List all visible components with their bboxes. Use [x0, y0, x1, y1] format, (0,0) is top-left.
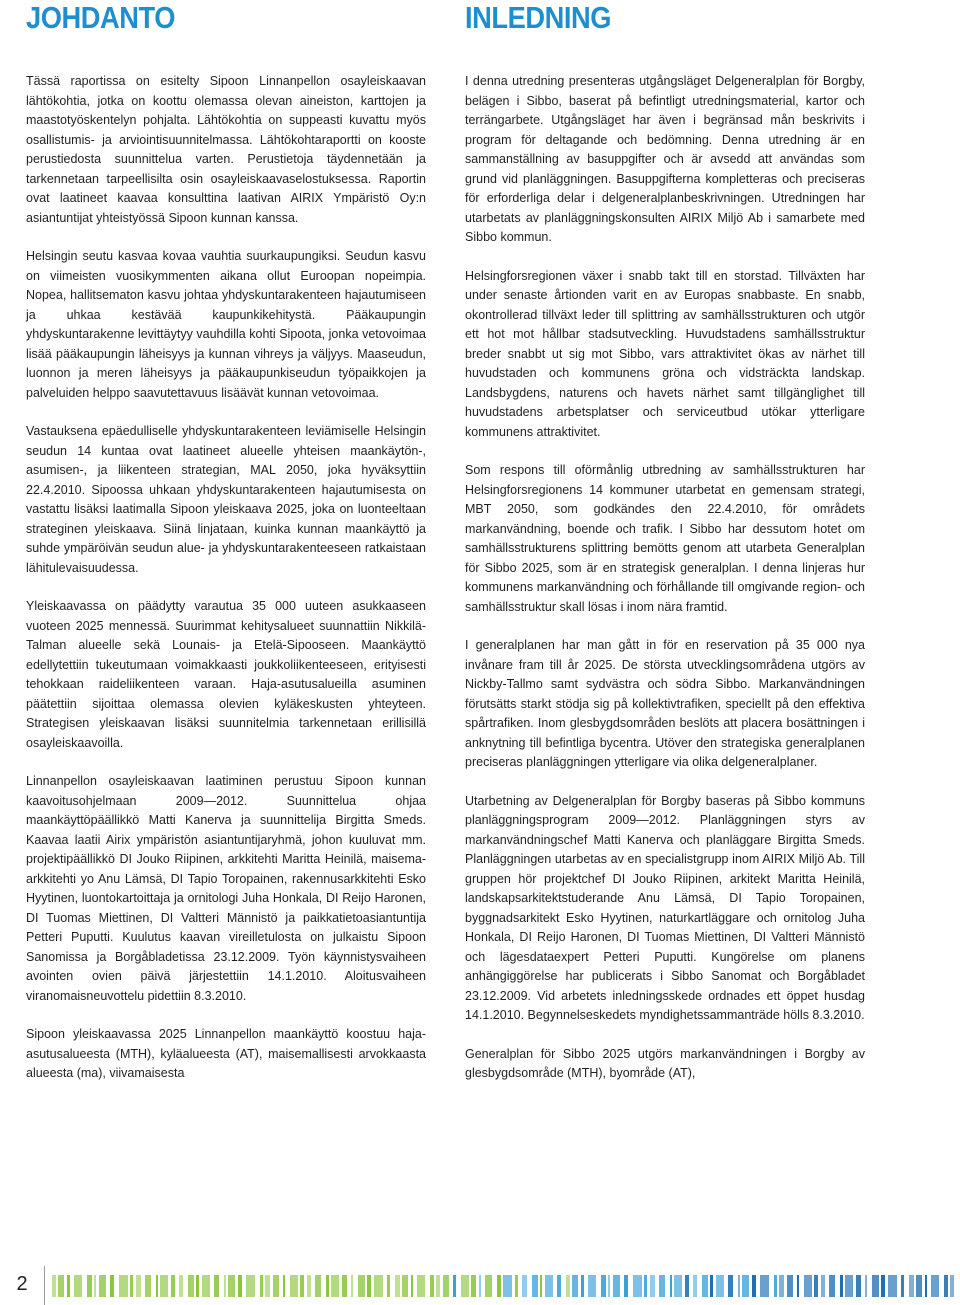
footer-stripe: [52, 1275, 56, 1297]
footer-stripe: [601, 1275, 606, 1297]
footer-stripe: [238, 1275, 242, 1297]
footer-stripe: [829, 1275, 835, 1297]
paragraph-fi-2: Helsingin seutu kasvaa kovaa vauhtia suurkaupungiksi. Seudun kasvu on viimeisten vuosikymmenten aikana ollut Euroopan nopeimpia. Nopea, hallitsematon kasvu johtaa yhdyskuntarakenteen hajautumiseen ja uhkaa kestävää kaupunkikehitystä. Pääkaupungin yhdyskuntarakenne levittäytyy vauhdilla kohti Sipoota, jonka vetovoimaa lisää pääkaupungin läheisyys ja kunnan vihreys ja väljyys. Maaseudun, luonnon ja meren läheisyys ja pääkaupunkiseudun työpaikkojen ja palveluiden helppo saavutettavuus lisäävät kunnan vetovoimaa.: [26, 249, 426, 400]
footer-stripe: [453, 1275, 456, 1297]
footer-stripe: [925, 1275, 927, 1297]
footer-stripe: [814, 1275, 818, 1297]
footer-stripe: [881, 1275, 885, 1297]
footer-stripe: [572, 1275, 578, 1297]
footer-stripe: [821, 1275, 825, 1297]
footer-stripe: [497, 1275, 501, 1297]
footer-stripe: [650, 1275, 655, 1297]
finnish-column: [26, 72, 426, 1103]
paragraph-fi-5: Linnanpellon osayleiskaavan laatiminen perustuu Sipoon kunnan kaavoitusohjelmaan 2009—2012. Suunnittelua ohjaa maankäyttöpäällikkö Matti Kanerva ja suunnittelija Birgitta Smeds. Kaavaa laatii Airix ympäristön asiantuntijaryhmä, johon kuuluvat mm. projektipäällikkö DI Jouko Riipinen, arkkitehti Maritta Heinilä, maisema-arkkitehti yo Anu Lämsä, DI Tapio Toropainen, rakennusarkkitehti Esko Hyytinen, luontokartoittaja ja ornitologi Juha Honkala, DI Reijo Haronen, DI Tuomas Miettinen, DI Valtteri Männistö ja paikkatietoasiantuntija Petteri Puputti. Kuulutus kaavan vireilletulosta on julkaistu Sipoon Sanomissa ja Borgåbladetissa 23.12.2009. Työn käynnistysvaiheen avointen ovien päivä järjestettiin 14.1.2010. Aloitusvaiheen viranomaisneuvottelu pidettiin 8.3.2010.: [26, 774, 426, 1003]
page-number: 2: [16, 1273, 28, 1295]
footer-stripe: [300, 1275, 304, 1297]
footer-stripe: [265, 1275, 270, 1297]
footer-stripe: [588, 1275, 596, 1297]
footer-stripe: [644, 1275, 647, 1297]
paragraph-sv-1: I denna utredning presenteras utgångsläget Delgeneralplan för Borgby, belägen i Sibbo, baserat på befintligt utredningsmaterial, kartor och terrängarbete. Utgångsläget har även i begränsad mån beskrivits i program för deltagande och bedömning. Denna utredning är en sammanställning av basuppgifter och är avsedd att användas som grund vid planläggningen. Basuppgifterna kompletteras och preciseras för erforderliga delar i delgeneralplanbeskrivningen. Utredningen har utarbetats av planläggningskonsulten AIRIX Miljö Ab i samarbete med Sibbo kommun.: [465, 74, 865, 244]
paragraph-fi-1: Tässä raportissa on esitelty Sipoon Linnanpellon osayleiskaavan lähtökohtia, jotka on koottu olemassa olevan aineiston, karttojen ja maastotyöskentelyn pohjalta. Lähtökohtia on suppeasti kuvattu myös osallistumis- ja arviointisuunnitelmassa. Lähtökohtaraportti on kooste perustiedosta suunnittelua varten. Perustietoja täydennetään ja tarkennetaan tarpeellisilta osin osayleiskaavaselostuksessa. Raportin ovat laatineet kaavaa konsulttina laativan AIRIX Ympäristö Oy:n asiantuntijat yhteistyössä Sipoon kunnan kanssa.: [26, 74, 426, 225]
footer-stripe: [738, 1275, 740, 1297]
footer-stripe-bar: [52, 1275, 960, 1297]
paragraph-sv-6: Generalplan för Sibbo 2025 utgörs markanvändningen i Borgby av glesbygdsområde (MTH), byområde (AT),: [465, 1046, 865, 1080]
footer-stripe: [351, 1275, 353, 1297]
footer-stripe: [67, 1275, 70, 1297]
footer-stripe: [94, 1275, 96, 1297]
footer-stripe: [503, 1275, 512, 1297]
footer-stripe: [479, 1275, 481, 1297]
footer-stripe: [752, 1275, 756, 1297]
footer-stripe: [659, 1275, 665, 1297]
paragraph-fi-6: Sipoon yleiskaavassa 2025 Linnanpellon maankäyttö koostuu haja-asutusalueesta (MTH), kyläalueesta (AT), maisemallisesti arvokkaasta alueesta (ma), viivamaisesta: [26, 1027, 426, 1080]
footer-stripe: [909, 1275, 914, 1297]
paragraph-sv-3: Som respons till oförmånlig utbredning av samhällsstrukturen har Helsingforsregionens 14 kommuner utarbetat en gemensam strategi, MBT 2050, som godkändes den 22.4.2010, för områdets markanvändning, boende och trafik. I Sibbo har dessutom hotet om samhällsstrukturens splittring bemötts genom att utarbeta Generalplan för Sibbo 2025, som är en strategisk generalplan. I denna linjeras hur kommunens markanvändning och förhållande till omgivande region- och samhällsstruktur skall lösas i inom nära framtid.: [465, 463, 865, 614]
footer-stripe: [728, 1275, 733, 1297]
footer-stripe: [58, 1275, 64, 1297]
footer-stripe: [367, 1275, 371, 1297]
footer-stripe: [532, 1275, 538, 1297]
paragraph-fi-3: Vastauksena epäedulliselle yhdyskuntarakenteen leviämiselle Helsingin seudun 14 kuntaa ovat laatineet alueelle yhteisen maankäytön-, asumisen-, ja liikenteen strategian, MAL 2050, joka hyväksyttiin 22.4.2010. Sipoossa uhkaan yhdyskuntarakenteen hajautumisesta on vastattu lisäksi laatimalla Sipoon yleiskaava 2025, joka on luonteeltaan strateginen yleiskaava. Siinä linjataan, kuinka kunnan maankäyttö ja suhde ympäröivän seudun alue- ja yhdyskuntarakenteeseen ratkaistaan lähitulevaisuudessa.: [26, 424, 426, 575]
footer-stripe: [779, 1275, 784, 1297]
footer-stripe: [260, 1275, 263, 1297]
swedish-column: [465, 72, 865, 1103]
footer-stripe: [710, 1275, 713, 1297]
paragraph-sv-2: Helsingforsregionen växer i snabb takt till en storstad. Tillväxten har under senaste årtionden varit en av Europas snabbaste. En snabb, okontrollerad tillväxt leder till splittring av samhällsstrukturen och utgör ett hot mot hållbar stadsutveckling. Huvudstadens samhällsstruktur breder snabbt ut sig mot Sibbo, vars attraktivitet ökas av närhet till huvudstaden och kommunens gröna och vidsträckta landskap. Landsbygdens, naturens och havets närhet samt tillgänglighet till huvudstadens arbetsplatser och serviceutbud utökar ytterligare kommunens attraktivitet.: [465, 268, 865, 439]
footer-stripe: [787, 1275, 793, 1297]
footer-stripe: [566, 1275, 570, 1297]
footer-stripe: [214, 1275, 219, 1297]
footer-stripe: [845, 1275, 853, 1297]
footer-stripe: [443, 1275, 449, 1297]
footer-stripe: [856, 1275, 861, 1297]
footer-stripe: [395, 1275, 400, 1297]
footer-stripe: [540, 1275, 542, 1297]
footer-stripe: [670, 1275, 672, 1297]
heading-finnish: JOHDANTO: [26, 0, 176, 35]
footer-stripe: [110, 1275, 114, 1297]
footer-stripe: [283, 1275, 285, 1297]
footer-stripe: [693, 1275, 697, 1297]
footer-stripe: [188, 1275, 194, 1297]
footer-stripe: [485, 1275, 492, 1297]
paragraph-fi-4: Yleiskaavassa on päädytty varautua 35 000 uuteen asukkaaseen vuoteen 2025 mennessä. Suurimmat kehitysalueet suunnattiin Nikkilä-Talman alueelle sekä Lounais- ja Etelä-Sipooseen. Maankäyttö edellytettiin tukeutumaan voimakkaasti joukkoliikenteeseen, erityisesti tehokkaan raideliikenteen varaan. Haja-asutusalueilla asuminen päätettiin sijoittaa olemassa olevien kyläkeskusten yhteyteen. Strategisen yleiskaavan lisäksi suunnitelmia tarkennetaan erillisillä osayleiskaavoilla.: [26, 599, 426, 750]
footer-stripe: [872, 1275, 879, 1297]
footer-stripe: [624, 1275, 628, 1297]
footer-stripe: [557, 1275, 561, 1297]
footer-stripe: [742, 1275, 749, 1297]
footer-stripe: [171, 1275, 175, 1297]
footer-stripe: [331, 1275, 339, 1297]
footer-stripe: [136, 1275, 141, 1297]
footer-stripe: [581, 1275, 584, 1297]
paragraph-sv-5: Utarbetning av Delgeneralplan för Borgby baseras på Sibbo kommuns planläggningsprogram 2009—2012. Planläggningen styrs av markanvändningschef Matti Kanerva och planläggare Birgitta Smeds. Planläggningen utarbetas av en specialistgrupp inom AIRIX Miljö Ab. Till gruppen hör projektchef DI Jouko Riipinen, arkitekt Maritta Heinilä, landskapsarkitektstuderande Anu Lämsä, DI Tapio Toropainen, byggnadsarkitekt Esko Hyytinen, naturkartläggare och ornitolog Juha Honkala, DI Reijo Haronen, DI Tuomas Miettinen, DI Valtteri Männistö och lägesdataexpert Petteri Puputti. Kungörelse om planens anhängiggörelse har publicerats i Sibbo Sanomat och Borgåbladet 23.12.2009. Vid arbetets inledningsskede ordnades ett öppet husdag 14.1.2010. Begynnelseskedets myndighetssammanträde hölls 8.3.2010.: [465, 793, 865, 1022]
footer-stripe: [224, 1275, 226, 1297]
footer-stripe: [74, 1275, 82, 1297]
footer-stripe: [202, 1275, 210, 1297]
footer-stripe: [326, 1275, 329, 1297]
footer-stripe: [228, 1275, 235, 1297]
footer-stripe: [430, 1275, 434, 1297]
footer-stripe: [307, 1275, 311, 1297]
footer-stripe: [865, 1275, 867, 1297]
footer-divider: [44, 1266, 45, 1305]
footer-stripe: [774, 1275, 777, 1297]
footer-stripe: [840, 1275, 843, 1297]
footer-stripe: [99, 1275, 106, 1297]
footer-stripe: [315, 1275, 321, 1297]
footer-stripe: [411, 1275, 413, 1297]
footer-stripe: [901, 1275, 904, 1297]
footer-stripe: [179, 1275, 183, 1297]
footer-stripe: [944, 1275, 948, 1297]
footer-stripe: [608, 1275, 610, 1297]
paragraph-sv-4: I generalplanen har man gått in för en reservation på 35 000 nya invånare fram till år 2025. De största utvecklingsområdena utgörs av Nickby-Tallmo samt sydvästra och södra Sibbo. Markanvändningen förutsätts starkt stödja sig på kollektivtrafiken, speciellt på den effektiva spårtrafiken. Inom glesbygdsområden beslöts att placera bosättningen i anknytning till befintliga bycentra. Utöver den strategiska generalplanen preciseras planläggningen ytterligare via olika delgeneralplaner.: [465, 638, 865, 769]
footer-stripe: [358, 1275, 365, 1297]
footer-stripe: [374, 1275, 383, 1297]
footer-stripe: [156, 1275, 158, 1297]
footer-stripe: [613, 1275, 620, 1297]
footer-stripe: [273, 1275, 279, 1297]
footer-stripe: [402, 1275, 408, 1297]
footer-stripe: [87, 1275, 92, 1297]
footer-stripe: [702, 1275, 708, 1297]
footer-stripe: [950, 1275, 954, 1297]
footer-stripe: [160, 1275, 168, 1297]
footer-stripe: [916, 1275, 922, 1297]
footer-stripe: [130, 1275, 133, 1297]
footer-stripe: [342, 1275, 347, 1297]
footer-stripe: [471, 1275, 476, 1297]
footer-stripe: [246, 1275, 255, 1297]
footer-stripe: [760, 1275, 769, 1297]
footer-stripe: [716, 1275, 724, 1297]
footer-stripe: [674, 1275, 682, 1297]
footer-stripe: [515, 1275, 518, 1297]
footer-stripe: [436, 1275, 440, 1297]
footer-stripe: [196, 1275, 199, 1297]
footer-stripe: [545, 1275, 553, 1297]
heading-swedish: INLEDNING: [465, 0, 612, 35]
footer-stripe: [522, 1275, 527, 1297]
footer-stripe: [461, 1275, 469, 1297]
footer-stripe: [633, 1275, 642, 1297]
footer-stripe: [685, 1275, 689, 1297]
footer-stripe: [417, 1275, 425, 1297]
footer-stripe: [119, 1275, 128, 1297]
footer-stripe: [145, 1275, 151, 1297]
footer-stripe: [804, 1275, 812, 1297]
footer-stripe: [931, 1275, 939, 1297]
footer-stripe: [387, 1275, 390, 1297]
footer-stripe: [888, 1275, 897, 1297]
footer-stripe: [797, 1275, 799, 1297]
footer-stripe: [290, 1275, 298, 1297]
